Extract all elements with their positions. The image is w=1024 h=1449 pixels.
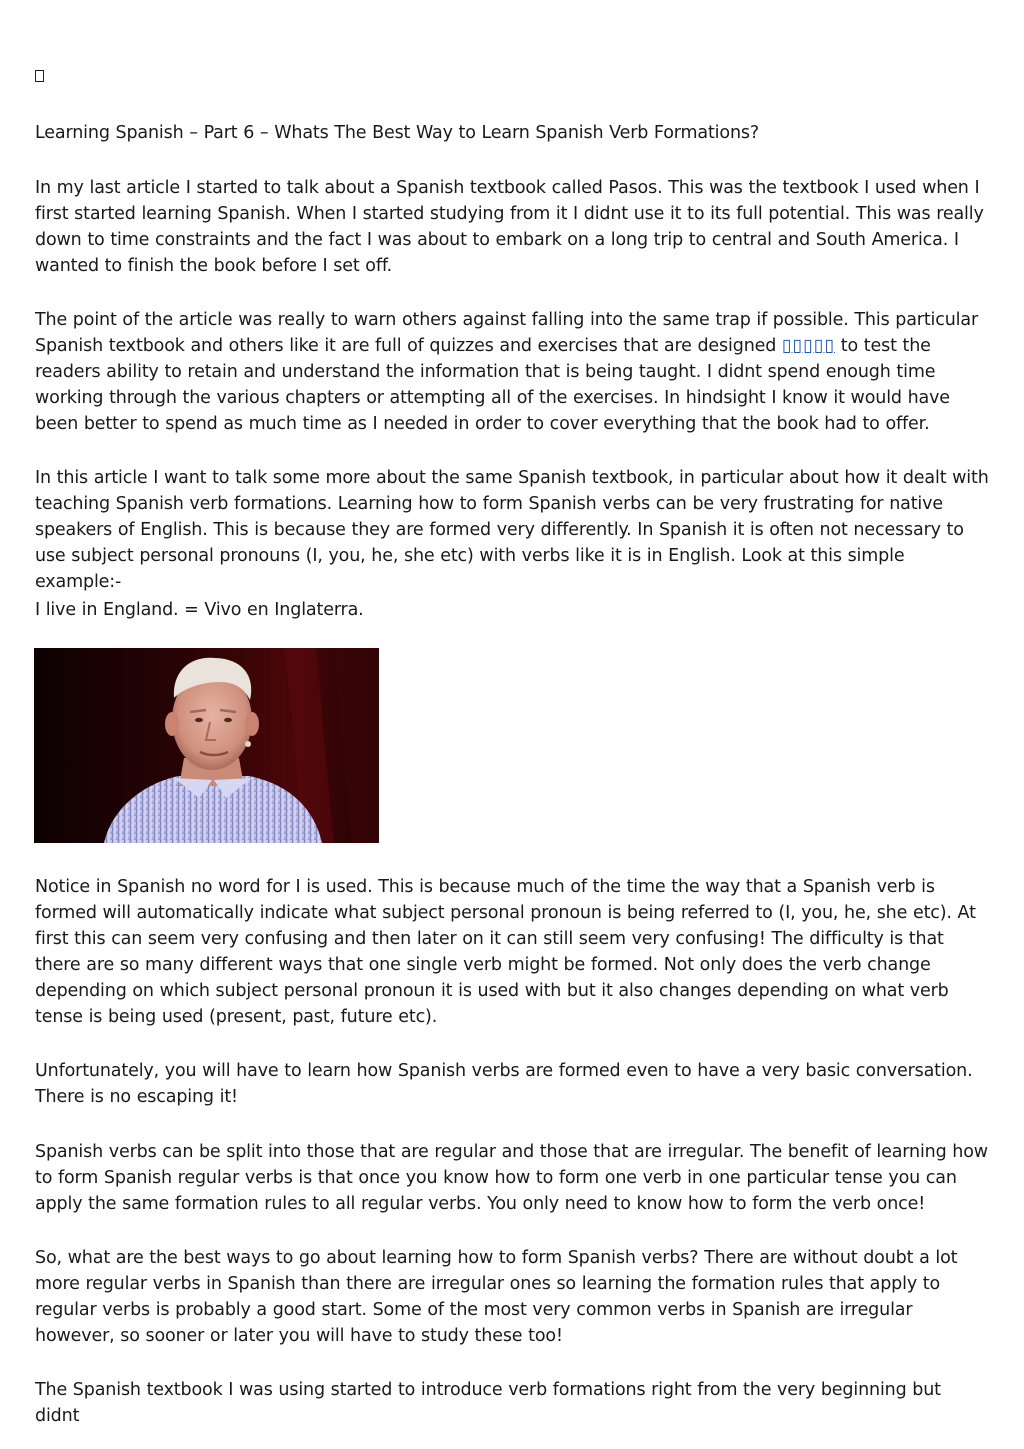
paragraph-5: Notice in Spanish no word for I is used. This is because much of the time the way that a Spanish verb is formed will automatically indicate what subject personal pronoun is being referred to (I, you, he, she etc). At first this can seem very confusing and then later on it can still seem very confusing! The difficulty is that there are so many different ways that one single verb might be formed. Not only does the verb change depending on which subject personal pronoun it is used with but it also changes depending on what verb tense is being used (present, past, future etc). (35, 877, 976, 1027)
speaker-photo-image (34, 648, 379, 843)
paragraph-1: In my last article I started to talk about a Spanish textbook called Pasos. This was the textbook I used when I first started learning Spanish. When I started studying from it I didnt use it to its full potential. This was really down to time constraints and the fact I was about to embark on a long trip to central and South America. I wanted to finish the book before I set off. (35, 178, 984, 276)
missing-glyph-icon (35, 70, 44, 82)
paragraph-6: Unfortunately, you will have to learn how Spanish verbs are formed even to have a very basic conversation. There is no escaping it! (35, 1061, 973, 1107)
paragraph-7: Spanish verbs can be split into those that are regular and those that are irregular. The benefit of learning how to form Spanish regular verbs is that once you know how to form one verb in one particular tense you can apply the same formation rules to all regular verbs. You only need to know how to form the verb once! (35, 1142, 988, 1214)
article-title: Learning Spanish – Part 6 – Whats The Best Way to Learn Spanish Verb Formations? (35, 123, 759, 143)
example-sentence: I live in England. = Vivo en Inglaterra. (35, 600, 364, 620)
inline-link[interactable]: ▯▯▯▯▯ (781, 336, 836, 356)
paragraph-3: In this article I want to talk some more about the same Spanish textbook, in particular about how it dealt with teaching Spanish verb formations. Learning how to form Spanish verbs can be very frustrating for native speakers of English. This is because they are formed very differently. In Spanish it is often not necessary to use subject personal pronouns (I, you, he, she etc) with verbs like it is in English. Look at this simple example:- (35, 468, 989, 592)
speaker-photo (34, 648, 379, 843)
paragraph-2-text-before: The point of the article was really to warn others against falling into the same trap if possible. This particular Spanish textbook and others like it are full of quizzes and exercises that are designed (35, 310, 978, 356)
paragraph-9: The Spanish textbook I was using started to introduce verb formations right from the very beginning but didnt (35, 1380, 941, 1426)
paragraph-8: So, what are the best ways to go about learning how to form Spanish verbs? There are without doubt a lot more regular verbs in Spanish than there are irregular ones so learning the formation rules that apply to regular verbs is probably a good start. Some of the most very common verbs in Spanish are irregular however, so sooner or later you will have to study these too! (35, 1248, 958, 1346)
paragraph-2-text-after: to test the readers ability to retain and understand the information that is being taught. I didnt spend enough time working through the various chapters or attempting all of the exercises. In hindsight I know it would have been better to spend as much time as I needed in order to cover everything that the book had to offer. (35, 336, 950, 434)
paragraph-2 (35, 307, 990, 437)
